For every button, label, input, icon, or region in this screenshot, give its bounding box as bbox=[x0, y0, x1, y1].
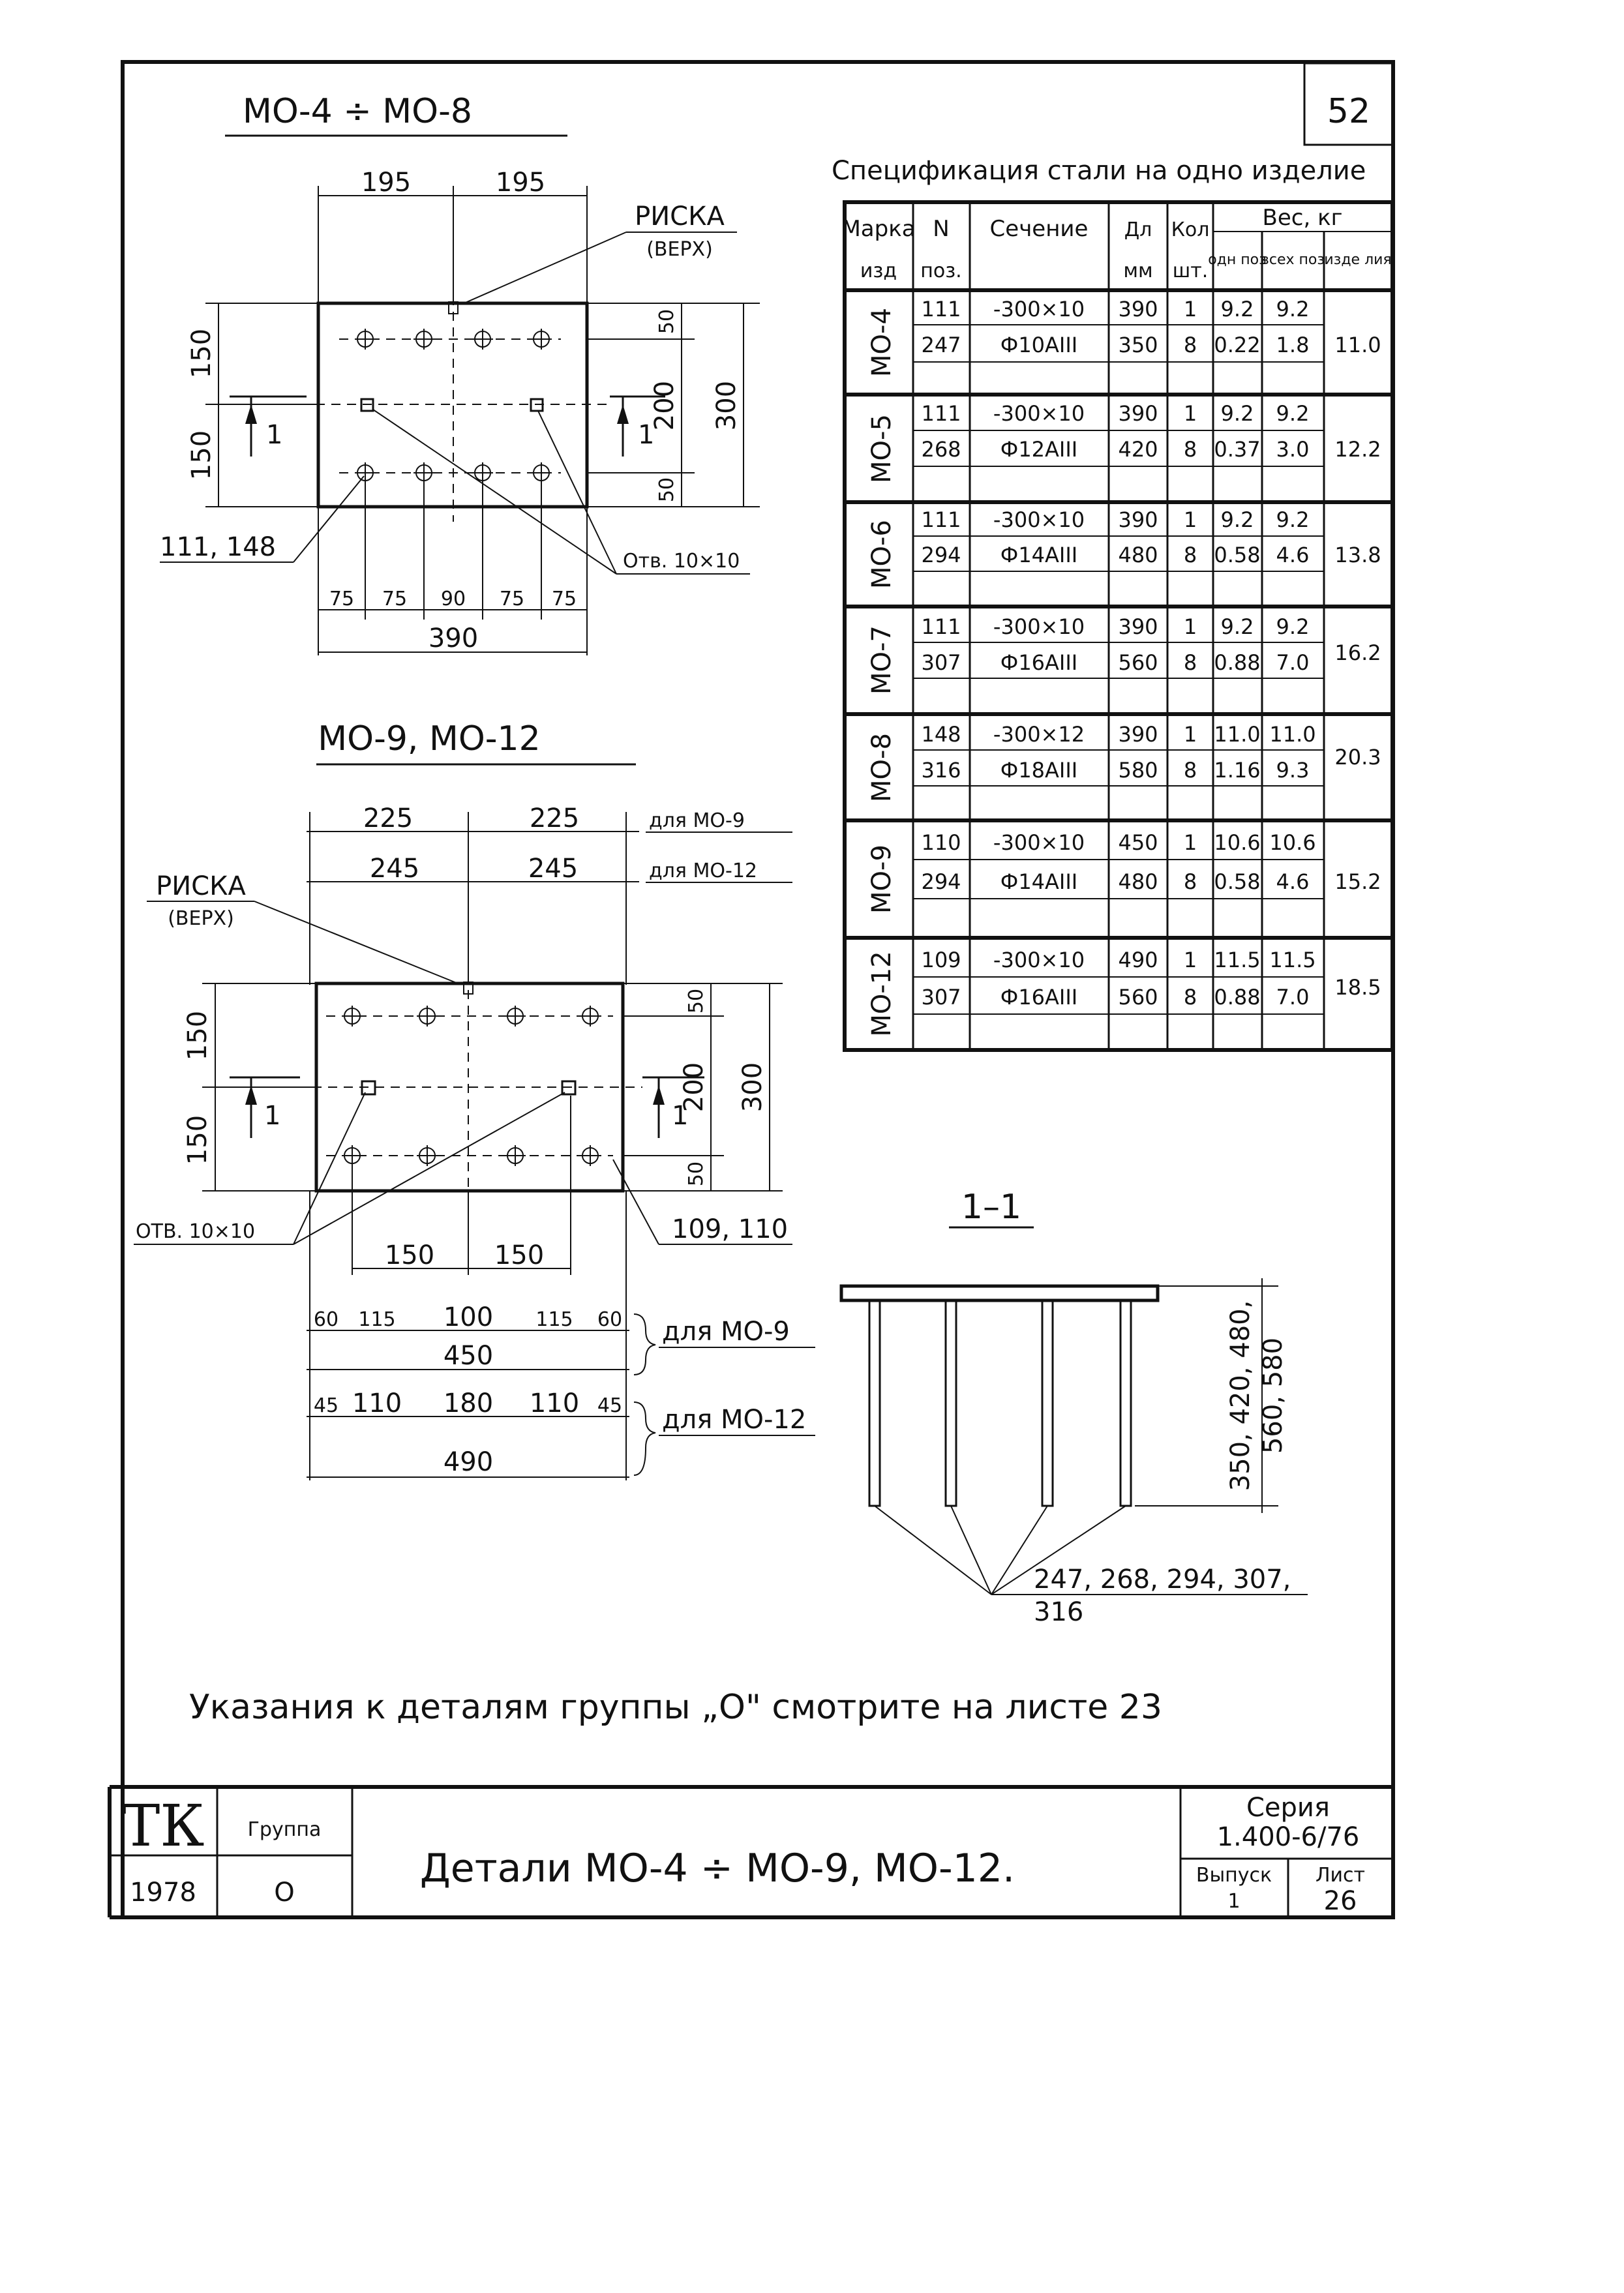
spec-weight-all: 9.3 bbox=[1276, 758, 1310, 783]
spec-length: 580 bbox=[1118, 758, 1158, 783]
spec-length: 350 bbox=[1118, 333, 1158, 357]
stamp-group-label: Группа bbox=[247, 1818, 322, 1841]
spec-pos: 247 bbox=[921, 333, 961, 357]
spec-section: -300×10 bbox=[993, 401, 1085, 426]
spec-weight-one: 0.37 bbox=[1214, 437, 1261, 462]
spec-weight-all: 4.6 bbox=[1276, 543, 1310, 567]
stamp-series-value: 1.400-6/76 bbox=[1216, 1822, 1360, 1852]
drawing-b-overall-width-1: 450 bbox=[443, 1341, 494, 1371]
spec-total: 20.3 bbox=[1334, 745, 1381, 770]
spec-length: 420 bbox=[1118, 437, 1158, 462]
spec-header-weight-one: одн поз bbox=[1208, 252, 1267, 268]
spec-weight-one: 0.88 bbox=[1214, 985, 1261, 1010]
spec-count: 1 bbox=[1183, 830, 1197, 855]
spec-pos: 307 bbox=[921, 985, 961, 1010]
spec-weight-one: 0.88 bbox=[1214, 650, 1261, 675]
spec-total: 12.2 bbox=[1334, 437, 1381, 462]
drawing-a-top-dim-2: 195 bbox=[495, 168, 546, 198]
spec-total: 18.5 bbox=[1334, 975, 1381, 1000]
spec-pos: 268 bbox=[921, 437, 961, 462]
spec-mark: МО-9 bbox=[867, 845, 897, 914]
spec-section: -300×10 bbox=[993, 297, 1085, 322]
spec-count: 8 bbox=[1183, 333, 1197, 357]
drawing-b-bottom2-dim-5: 45 bbox=[597, 1394, 623, 1417]
spec-section: -300×10 bbox=[993, 830, 1085, 855]
drawing-b-title: МО-9, МО-12 bbox=[318, 719, 541, 758]
spec-length: 390 bbox=[1118, 614, 1158, 639]
spec-weight-all: 1.8 bbox=[1276, 333, 1310, 357]
section-bars bbox=[869, 1300, 1131, 1506]
drawing-b-section-mark-left: 1 bbox=[264, 1101, 281, 1131]
drawing-a-bottom-dim-5: 75 bbox=[551, 588, 577, 610]
drawing-b-spacing-dim-1: 150 bbox=[384, 1240, 435, 1270]
drawing-mo9-mo12 bbox=[134, 719, 815, 1480]
drawing-b-bottom1-dim-3: 100 bbox=[443, 1302, 494, 1332]
spec-mark: МО-12 bbox=[867, 951, 897, 1037]
spec-mark: МО-6 bbox=[867, 520, 897, 589]
spec-weight-all: 10.6 bbox=[1269, 830, 1316, 855]
drawing-a-top-dim-1: 195 bbox=[361, 168, 412, 198]
spec-header-weight-item: изде лия bbox=[1324, 252, 1392, 268]
stamp-title: Детали МО-4 ÷ МО-9, МО-12. bbox=[419, 1846, 1015, 1891]
spec-header-mark-sub: изд bbox=[860, 260, 897, 282]
drawing-a-title: МО-4 ÷ МО-8 bbox=[243, 92, 472, 131]
drawing-b-bottom-label-1: для МО-9 bbox=[662, 1317, 790, 1347]
drawing-a-bottom-dim-2: 75 bbox=[382, 588, 408, 610]
section-position-label-2: 316 bbox=[1034, 1597, 1084, 1627]
spec-pos: 294 bbox=[921, 543, 961, 567]
drawing-a-section-mark-left: 1 bbox=[266, 420, 283, 450]
drawing-a-section-mark-right: 1 bbox=[638, 420, 655, 450]
spec-count: 1 bbox=[1183, 507, 1197, 532]
drawing-a-bottom-dim-3: 90 bbox=[440, 588, 466, 610]
drawing-b-bottom-label-2: для МО-12 bbox=[662, 1405, 807, 1435]
spec-section: Ф10АIII bbox=[1000, 333, 1078, 357]
spec-count: 8 bbox=[1183, 437, 1197, 462]
drawing-b-bottom1-dim-2: 115 bbox=[358, 1308, 396, 1331]
spec-count: 8 bbox=[1183, 985, 1197, 1010]
stamp-sheet-value: 26 bbox=[1323, 1886, 1357, 1916]
section-height-label-1: 350, 420, 480, bbox=[1226, 1300, 1256, 1491]
spec-section: -300×10 bbox=[993, 614, 1085, 639]
spec-section: -300×10 bbox=[993, 507, 1085, 532]
spec-weight-all: 9.2 bbox=[1276, 614, 1310, 639]
spec-header-weight-all: всех поз bbox=[1260, 252, 1325, 268]
spec-section: Ф14АIII bbox=[1000, 869, 1078, 894]
drawing-b-bottom2-dim-1: 45 bbox=[313, 1394, 339, 1417]
spec-pos: 110 bbox=[921, 830, 961, 855]
spec-count: 1 bbox=[1183, 297, 1197, 322]
sheet-frame bbox=[123, 62, 1393, 1917]
drawing-b-right-dim-3: 50 bbox=[685, 1161, 708, 1187]
spec-header-length-sub: мм bbox=[1123, 260, 1153, 282]
drawing-b-top-dim1-left: 225 bbox=[363, 803, 414, 833]
drawing-b-top-dim2-left: 245 bbox=[369, 854, 420, 884]
drawing-mo4-mo8 bbox=[160, 92, 760, 655]
spec-weight-one: 1.16 bbox=[1214, 758, 1261, 783]
drawing-b-bottom2-dim-4: 110 bbox=[529, 1388, 580, 1418]
drawing-b-top-dim2-right: 245 bbox=[528, 854, 579, 884]
spec-section: -300×10 bbox=[993, 948, 1085, 972]
spec-row bbox=[867, 401, 1381, 483]
drawing-b-spacing-dim-2: 150 bbox=[494, 1240, 545, 1270]
spec-weight-one: 11.5 bbox=[1214, 948, 1261, 972]
spec-weight-all: 9.2 bbox=[1276, 507, 1310, 532]
drawing-a-left-dim-1: 150 bbox=[187, 328, 217, 379]
drawing-a-right-dim-3: 50 bbox=[655, 477, 678, 503]
drawing-b-bottom2-dim-3: 180 bbox=[443, 1388, 494, 1418]
spec-pos: 148 bbox=[921, 722, 961, 747]
spec-mark: МО-7 bbox=[867, 625, 897, 695]
stamp-year: 1978 bbox=[130, 1878, 196, 1908]
spec-weight-one: 9.2 bbox=[1220, 401, 1254, 426]
spec-pos: 307 bbox=[921, 650, 961, 675]
spec-length: 480 bbox=[1118, 543, 1158, 567]
drawing-b-position-label: 109, 110 bbox=[672, 1214, 789, 1244]
spec-row bbox=[867, 614, 1381, 695]
spec-row bbox=[867, 722, 1381, 802]
spec-count: 1 bbox=[1183, 614, 1197, 639]
spec-weight-one: 0.58 bbox=[1214, 543, 1261, 567]
spec-count: 8 bbox=[1183, 650, 1197, 675]
spec-count: 1 bbox=[1183, 722, 1197, 747]
spec-section: Ф18АIII bbox=[1000, 758, 1078, 783]
spec-header-pos-sub: поз. bbox=[920, 260, 962, 282]
drawing-b-hole-label: ОТВ. 10×10 bbox=[136, 1220, 256, 1243]
drawing-b-bottom2-dim-2: 110 bbox=[352, 1388, 402, 1418]
spec-mark: МО-5 bbox=[867, 414, 897, 483]
spec-pos: 111 bbox=[921, 401, 961, 426]
spec-header-count-sub: шт. bbox=[1172, 260, 1209, 282]
drawing-a-left-dim-2: 150 bbox=[187, 430, 217, 481]
stamp-issue-label: Выпуск bbox=[1195, 1864, 1272, 1887]
drawing-b-top-label-2: для МО-12 bbox=[649, 860, 757, 882]
spec-count: 8 bbox=[1183, 543, 1197, 567]
spec-header-row bbox=[841, 205, 1391, 282]
spec-weight-all: 9.2 bbox=[1276, 297, 1310, 322]
spec-section: Ф16АIII bbox=[1000, 985, 1078, 1010]
spec-length: 390 bbox=[1118, 297, 1158, 322]
section-position-label-1: 247, 268, 294, 307, bbox=[1034, 1565, 1291, 1595]
spec-length: 560 bbox=[1118, 650, 1158, 675]
drawing-a-riska-label: РИСКА bbox=[635, 202, 725, 232]
spec-length: 450 bbox=[1118, 830, 1158, 855]
spec-weight-all: 9.2 bbox=[1276, 401, 1310, 426]
spec-pos: 111 bbox=[921, 507, 961, 532]
spec-mark: МО-4 bbox=[867, 308, 897, 377]
sheet-number: 52 bbox=[1327, 92, 1371, 131]
title-block bbox=[110, 1787, 1393, 1917]
section-view-1-1 bbox=[841, 1188, 1308, 1627]
spec-pos: 294 bbox=[921, 869, 961, 894]
spec-weight-all: 3.0 bbox=[1276, 437, 1310, 462]
drawing-b-top-dim1-right: 225 bbox=[529, 803, 580, 833]
drawing-a-bottom-dim-1: 75 bbox=[329, 588, 355, 610]
spec-pos: 111 bbox=[921, 614, 961, 639]
drawing-b-right-dim-1: 50 bbox=[685, 988, 708, 1014]
drawing-b-overall-width-2: 490 bbox=[443, 1447, 494, 1477]
section-view-title: 1–1 bbox=[961, 1188, 1022, 1227]
spec-row bbox=[867, 297, 1381, 377]
spec-count: 8 bbox=[1183, 869, 1197, 894]
spec-weight-one: 10.6 bbox=[1214, 830, 1261, 855]
spec-header-length: Дл bbox=[1124, 218, 1152, 241]
spec-weight-one: 11.0 bbox=[1214, 722, 1261, 747]
spec-row bbox=[867, 830, 1381, 914]
spec-section: Ф14АIII bbox=[1000, 543, 1078, 567]
spec-pos: 111 bbox=[921, 297, 961, 322]
stamp-group-value: О bbox=[274, 1878, 295, 1908]
spec-weight-one: 9.2 bbox=[1220, 297, 1254, 322]
spec-weight-all: 11.5 bbox=[1269, 948, 1316, 972]
drawing-a-overall-height: 300 bbox=[712, 380, 742, 431]
spec-weight-all: 7.0 bbox=[1276, 650, 1310, 675]
drawing-a-riska-sub: (ВЕРХ) bbox=[646, 238, 713, 261]
drawing-a-position-label: 111, 148 bbox=[160, 532, 277, 562]
spec-pos: 109 bbox=[921, 948, 961, 972]
general-note: Указания к деталям группы „О" смотрите на листе 23 bbox=[189, 1688, 1162, 1727]
spec-section: Ф12АIII bbox=[1000, 437, 1078, 462]
stamp-issue-value: 1 bbox=[1227, 1890, 1241, 1913]
spec-title: Спецификация стали на одно изделие bbox=[832, 156, 1366, 186]
drawing-b-section-mark-right: 1 bbox=[672, 1101, 689, 1131]
drawing-b-right-dim-2: 200 bbox=[679, 1062, 709, 1113]
spec-length: 490 bbox=[1118, 948, 1158, 972]
stamp-sheet-label: Лист bbox=[1315, 1864, 1366, 1887]
drawing-b-riska-label: РИСКА bbox=[156, 871, 246, 901]
spec-weight-one: 0.22 bbox=[1214, 333, 1261, 357]
spec-total: 16.2 bbox=[1334, 640, 1381, 665]
drawing-b-top-label-1: для МО-9 bbox=[649, 809, 745, 832]
spec-pos: 316 bbox=[921, 758, 961, 783]
stamp-org: ТК bbox=[121, 1792, 205, 1859]
spec-total: 15.2 bbox=[1334, 869, 1381, 894]
drawing-a-right-dim-2: 200 bbox=[650, 380, 680, 431]
spec-total: 13.8 bbox=[1334, 543, 1381, 567]
spec-count: 1 bbox=[1183, 948, 1197, 972]
stamp-series-label: Серия bbox=[1246, 1793, 1330, 1823]
drawing-a-right-dim-1: 50 bbox=[655, 308, 678, 335]
drawing-a-hole-label: Отв. 10×10 bbox=[623, 550, 740, 573]
spec-header-section: Сечение bbox=[989, 216, 1089, 242]
spec-length: 390 bbox=[1118, 722, 1158, 747]
spec-length: 390 bbox=[1118, 507, 1158, 532]
drawing-b-bottom1-dim-1: 60 bbox=[313, 1308, 339, 1331]
drawing-b-bottom1-dim-4: 115 bbox=[535, 1308, 573, 1331]
drawing-b-left-dim-1: 150 bbox=[183, 1010, 213, 1061]
spec-header-weight: Вес, кг bbox=[1262, 205, 1343, 231]
drawing-b-bottom1-dim-5: 60 bbox=[597, 1308, 623, 1331]
spec-header-mark: Марка bbox=[841, 216, 916, 242]
drawing-a-bottom-dim-4: 75 bbox=[499, 588, 525, 610]
spec-table bbox=[832, 156, 1392, 1050]
spec-mark: МО-8 bbox=[867, 733, 897, 802]
spec-row bbox=[867, 507, 1381, 589]
drawing-b-riska-sub: (ВЕРХ) bbox=[168, 907, 234, 930]
spec-weight-all: 4.6 bbox=[1276, 869, 1310, 894]
spec-length: 480 bbox=[1118, 869, 1158, 894]
spec-weight-one: 0.58 bbox=[1214, 869, 1261, 894]
spec-total: 11.0 bbox=[1334, 333, 1381, 357]
section-height-label-2: 560, 580 bbox=[1258, 1337, 1288, 1454]
spec-count: 1 bbox=[1183, 401, 1197, 426]
spec-weight-all: 11.0 bbox=[1269, 722, 1316, 747]
drawing-b-overall-height: 300 bbox=[738, 1062, 768, 1113]
spec-header-pos: N bbox=[933, 216, 950, 242]
spec-section: Ф16АIII bbox=[1000, 650, 1078, 675]
spec-length: 560 bbox=[1118, 985, 1158, 1010]
spec-weight-one: 9.2 bbox=[1220, 614, 1254, 639]
spec-length: 390 bbox=[1118, 401, 1158, 426]
drawing-a-overall-width: 390 bbox=[428, 623, 479, 653]
spec-count: 8 bbox=[1183, 758, 1197, 783]
spec-weight-all: 7.0 bbox=[1276, 985, 1310, 1010]
sheet-number-box bbox=[1304, 63, 1393, 145]
spec-section: -300×12 bbox=[993, 722, 1085, 747]
drawing-b-left-dim-2: 150 bbox=[183, 1115, 213, 1165]
spec-row bbox=[867, 948, 1381, 1037]
section-plate bbox=[841, 1286, 1158, 1300]
spec-header-count: Кол bbox=[1171, 218, 1210, 241]
spec-weight-one: 9.2 bbox=[1220, 507, 1254, 532]
